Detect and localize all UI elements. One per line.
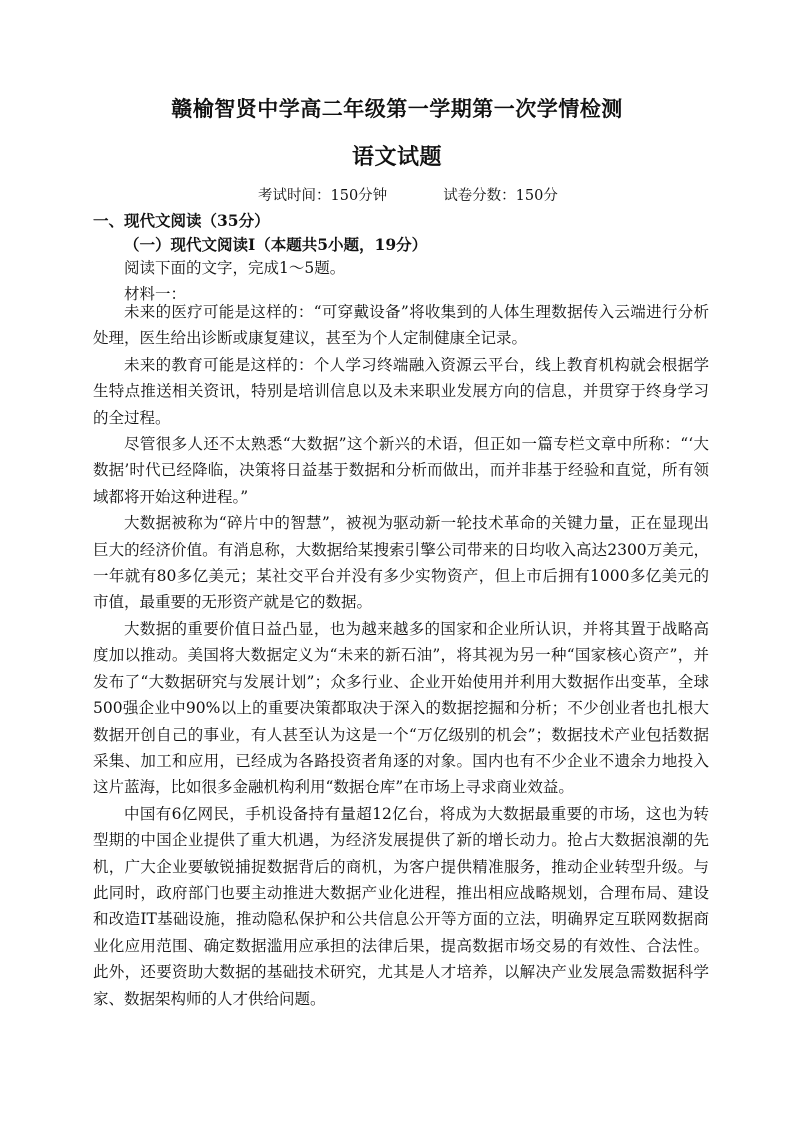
exam-title: 赣榆智贤中学高二年级第一学期第一次学情检测	[171, 96, 623, 121]
paragraph: 中国有6亿网民，手机设备持有量超12亿台，将成为大数据最重要的市场，这也为转型期的中国企业提供了重大机遇，为经济发展提供了新的增长动力。抢占大数据浪潮的先机，广大企业要敏锐捕捉数据背后的商机，为客户提供精准服务，推动企业转型升级。与此同时，政府部门也要主动推进大数据产业化进程，推出相应战略规划，合理布局、建设和改造IT基础设施，推动隐私保护和公共信息公开等方面的立法，明确界定互联网数据商业化应用范围、确定数据滥用应承担的法律后果，提高数据市场交易的有效性、合法性。此外，还要资助大数据的基础技术研究，尤其是人才培养，以解决产业发展急需数据科学家、数据架构师的人才供给问题。	[93, 804, 709, 1008]
exam-info	[258, 184, 558, 205]
paragraph: 未来的医疗可能是这样的：“可穿戴设备”将收集到的人体生理数据传入云端进行分析处理，医生给出诊断或康复建议，甚至为个人定制健康全记录。	[93, 303, 709, 348]
paragraph: 大数据被称为“碎片中的智慧”，被视为驱动新一轮技术革命的关键力量，正在显现出巨大的经济价值。有消息称，大数据给某搜索引擎公司带来的日均收入高达2300万美元，一年就有80多亿美元；某社交平台并没有多少实物资产，但上市后拥有1000多亿美元的市值，最重要的无形资产就是它的数据。	[93, 514, 709, 612]
paragraph: 尽管很多人还不太熟悉“大数据”这个新兴的术语，但正如一篇专栏文章中所称：“‘大数据’时代已经降临，决策将日益基于数据和分析而做出，而并非基于经验和直觉，所有领域都将开始这种进程。”	[93, 435, 709, 506]
paragraph: 未来的教育可能是这样的：个人学习终端融入资源云平台，线上教育机构就会根据学生特点推送相关资讯，特别是培训信息以及未来职业发展方向的信息，并贯穿于终身学习的全过程。	[93, 355, 709, 427]
section-heading: 一、现代文阅读（35分）	[93, 211, 270, 230]
exam-subtitle: 语文试题	[351, 144, 442, 170]
subsection-heading: （一）现代文阅读Ⅰ（本题共5小题，19分）	[124, 235, 428, 254]
reading-instruction: 阅读下面的文字，完成1～5题。	[124, 259, 346, 277]
exam-time: 考试时间：150分钟	[258, 188, 388, 204]
paragraph: 大数据的重要价值日益凸显，也为越来越多的国家和企业所认识，并将其置于战略高度加以推动。美国将大数据定义为“未来的新石油”，将其视为另一种“国家核心资产”，并发布了“大数据研究与发展计划”；众多行业、企业开始使用并利用大数据作出变革，全球500强企业中90%以上的重要决策都取决于深入的数据挖掘和分析；不少创业者也扎根大数据开创自己的事业，有人甚至认为这是一个“万亿级别的机会”；数据技术产业包括数据采集、加工和应用，已经成为各路投资者角逐的对象。国内也有不少企业不遗余力地投入这片蓝海，比如很多金融机构利用“数据仓库”在市场上寻求商业效益。	[93, 619, 709, 797]
reading-passage	[93, 299, 709, 1012]
exam-score: 试卷分数：150分	[443, 188, 558, 204]
material-label: 材料一：	[124, 285, 187, 303]
